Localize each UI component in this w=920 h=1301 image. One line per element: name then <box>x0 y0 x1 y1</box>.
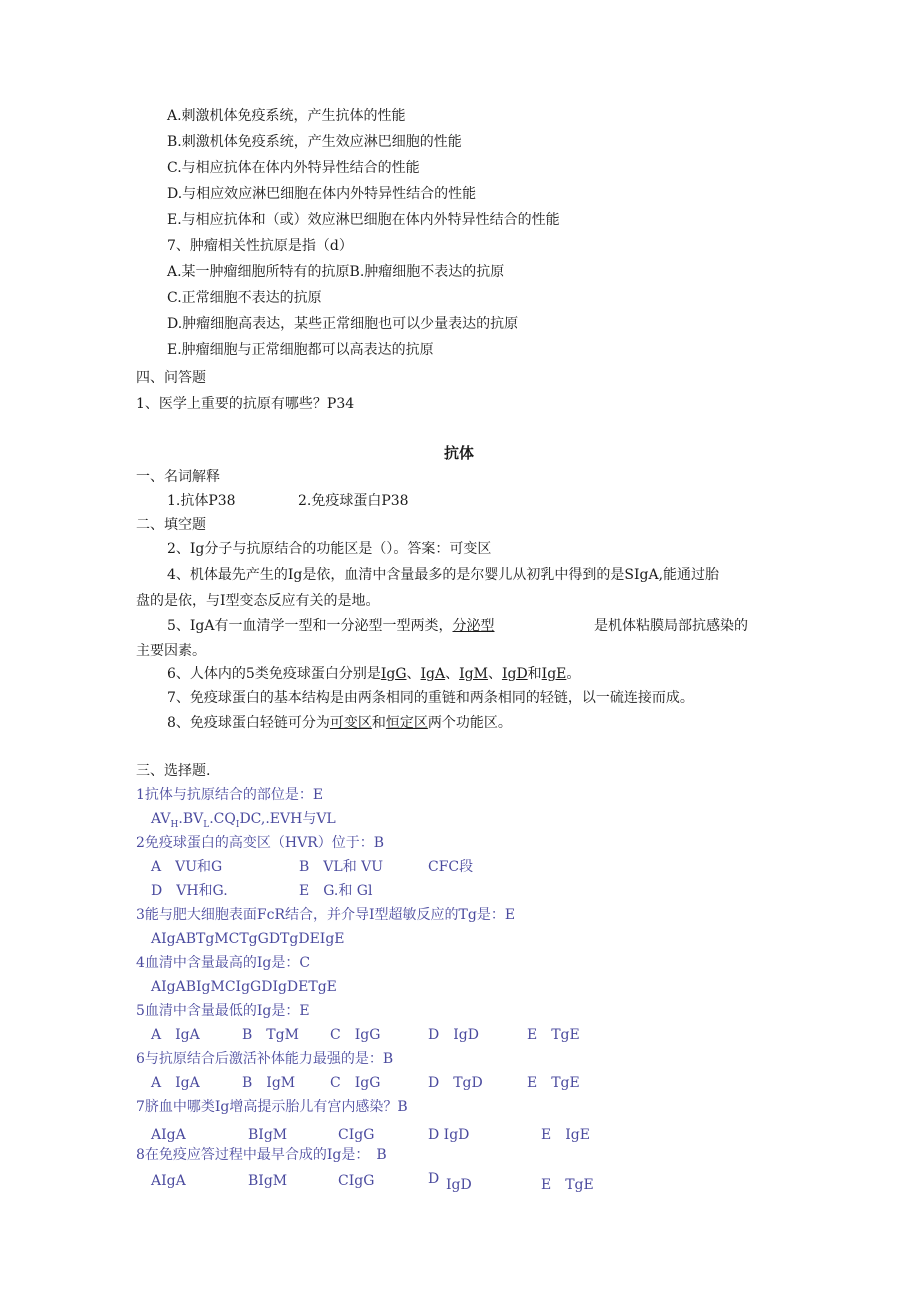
qa-question-1: 1、医学上重要的抗原有哪些？P34 <box>136 396 355 412</box>
c6-option-a: A IgA <box>151 1075 200 1091</box>
section-heading-qa: 四、问答题 <box>136 370 206 386</box>
choice-question-5: 5血清中含量最低的Ig是：E <box>136 1003 310 1019</box>
c8-option-b: BIgM <box>248 1173 288 1189</box>
fill-question-5-line2: 主要因素。 <box>136 643 206 659</box>
c6-option-b: B IgM <box>242 1075 296 1091</box>
term-item-2: 2.免疫球蛋白P38 <box>298 493 409 509</box>
c8-option-c: CIgG <box>338 1173 375 1189</box>
fill-q6-ige: IgE <box>541 666 567 682</box>
fill-q8-and: 和 <box>371 715 386 731</box>
section-heading-choice: 三、选择题. <box>136 763 211 779</box>
fill-q5-answer: 分泌型 <box>452 618 495 634</box>
fill-q6-and: 和 <box>527 666 542 682</box>
fill-question-4-line2: 盘的是依，与I型变态反应有关的是地。 <box>136 593 380 609</box>
choice-question-6: 6与抗原结合后激活补体能力最强的是：B <box>136 1051 394 1067</box>
fill-q8-text: 8、免疫球蛋白轻链可分为 <box>167 715 330 731</box>
fill-q6-igd: IgD <box>501 666 528 682</box>
choice-question-1: 1抗体与抗原结合的部位是：E <box>136 787 324 803</box>
c2-option-a: A VU和G <box>151 859 223 875</box>
c6-option-d: D TgD <box>428 1075 483 1091</box>
c5-option-b: B TgM <box>242 1027 299 1043</box>
choice-question-8: 8在免疫应答过程中最早合成的Ig是： B <box>136 1147 387 1163</box>
c1-opt-a: AV <box>151 811 171 827</box>
fill-q8-answer-1: 可变区 <box>329 715 372 731</box>
c7-option-e: E IgE <box>541 1127 590 1143</box>
fill-question-6 <box>167 664 580 684</box>
q7-option-c: C.正常细胞不表达的抗原 <box>167 290 322 306</box>
q6-option-b: B.刺激机体免疫系统，产生效应淋巴细胞的性能 <box>167 134 462 150</box>
fill-question-5-line1 <box>167 616 495 636</box>
fill-q6-igm: IgM <box>459 666 488 682</box>
q6-option-d: D.与相应效应淋巴细胞在体内外特异性结合的性能 <box>167 186 477 202</box>
c8-option-d-letter: D <box>428 1171 440 1187</box>
fill-q5-text: 5、IgA有一血清学一型和一分泌型一型两类， <box>167 618 453 634</box>
c5-option-d: D IgD <box>428 1027 479 1043</box>
term-item-1: 1.抗体P38 <box>167 493 236 509</box>
fill-q8-end: 两个功能区。 <box>427 715 512 731</box>
c7-option-a: AIgA <box>151 1127 186 1143</box>
c2-option-b: B VL和 VU <box>299 859 384 875</box>
c3-options: AIgABTgMCTgGDTgDEIgE <box>151 931 345 947</box>
c1-sub-l: L <box>203 819 210 830</box>
c5-option-a: A IgA <box>151 1027 200 1043</box>
q6-option-c: C.与相应抗体在体内外特异性结合的性能 <box>167 160 420 176</box>
fill-question-2: 2、Ig分子与抗原结合的功能区是（）。答案：可变区 <box>167 541 492 557</box>
c8-option-e: E TgE <box>541 1177 594 1193</box>
separator: 、 <box>487 666 502 682</box>
c8-option-d-text: IgD <box>446 1177 472 1193</box>
q7-question: 7、肿瘤相关性抗原是指（d） <box>167 238 353 254</box>
separator: 、 <box>445 666 460 682</box>
choice-question-3: 3能与肥大细胞表面FcR结合，并介导I型超敏反应的Tg是：E <box>136 907 516 923</box>
choice-question-4: 4血清中含量最高的Ig是：C <box>136 955 311 971</box>
separator: 、 <box>406 666 421 682</box>
fill-q6-end: 。 <box>566 666 581 682</box>
c2-option-c: CFC段 <box>428 859 474 875</box>
chapter-title: 抗体 <box>444 444 475 462</box>
q6-option-e: E.与相应抗体和（或）效应淋巴细胞在体内外特异性结合的性能 <box>167 212 560 228</box>
c6-option-c: C IgG <box>330 1075 381 1091</box>
choice-question-2: 2免疫球蛋白的高变区（HVR）位于：B <box>136 835 385 851</box>
fill-question-4-line1: 4、机体最先产生的Ig是依，血清中含量最多的是尔婴儿从初乳中得到的是SIgA,能通过胎 <box>167 567 720 583</box>
fill-question-8 <box>167 713 512 733</box>
c7-option-b: BIgM <box>248 1127 288 1143</box>
fill-q5-text-end: 是机体粘膜局部抗感染的 <box>594 618 748 634</box>
c5-option-e: E TgE <box>527 1027 580 1043</box>
c2-option-e: E G.和 Gl <box>299 883 373 899</box>
fill-q6-text: 6、人体内的5类免疫球蛋白分别是 <box>167 666 381 682</box>
fill-q6-iga: IgA <box>420 666 446 682</box>
choice-question-7: 7脐血中哪类Ig增高提示胎儿有宫内感染？B <box>136 1099 408 1115</box>
fill-q8-answer-2: 恒定区 <box>385 715 428 731</box>
c7-option-c: CIgG <box>338 1127 375 1143</box>
section-heading-terms: 一、名词解释 <box>136 469 220 485</box>
section-heading-fill: 二、填空题 <box>136 517 206 533</box>
q7-option-d: D.肿瘤细胞高表达，某些正常细胞也可以少量表达的抗原 <box>167 316 519 332</box>
q6-option-a: A.刺激机体免疫系统，产生抗体的性能 <box>167 108 406 124</box>
c6-option-e: E TgE <box>527 1075 580 1091</box>
c7-option-d: D IgD <box>428 1127 470 1143</box>
c1-opt-b: .BV <box>178 811 204 827</box>
c5-option-c: C IgG <box>330 1027 381 1043</box>
c8-option-a: AIgA <box>151 1173 186 1189</box>
q7-option-ab: A.某一肿瘤细胞所特有的抗原B.肿瘤细胞不表达的抗原 <box>167 264 505 280</box>
c2-option-d: D VH和G. <box>151 883 228 899</box>
q7-option-e: E.肿瘤细胞与正常细胞都可以高表达的抗原 <box>167 342 434 358</box>
c1-opt-d: DC,.EVH与VL <box>239 811 336 827</box>
c1-sub-i: I <box>235 819 240 830</box>
c1-opt-c: .CQ <box>209 811 236 827</box>
c1-sub-h: H <box>170 819 179 830</box>
fill-question-7: 7、免疫球蛋白的基本结构是由两条相同的重链和两条相同的轻链，以一硫连接而成。 <box>167 690 694 706</box>
c4-options: AIgABIgMCIgGDIgDETgE <box>151 979 337 995</box>
fill-q6-igg: IgG <box>380 666 407 682</box>
choice-q1-options <box>151 809 336 835</box>
